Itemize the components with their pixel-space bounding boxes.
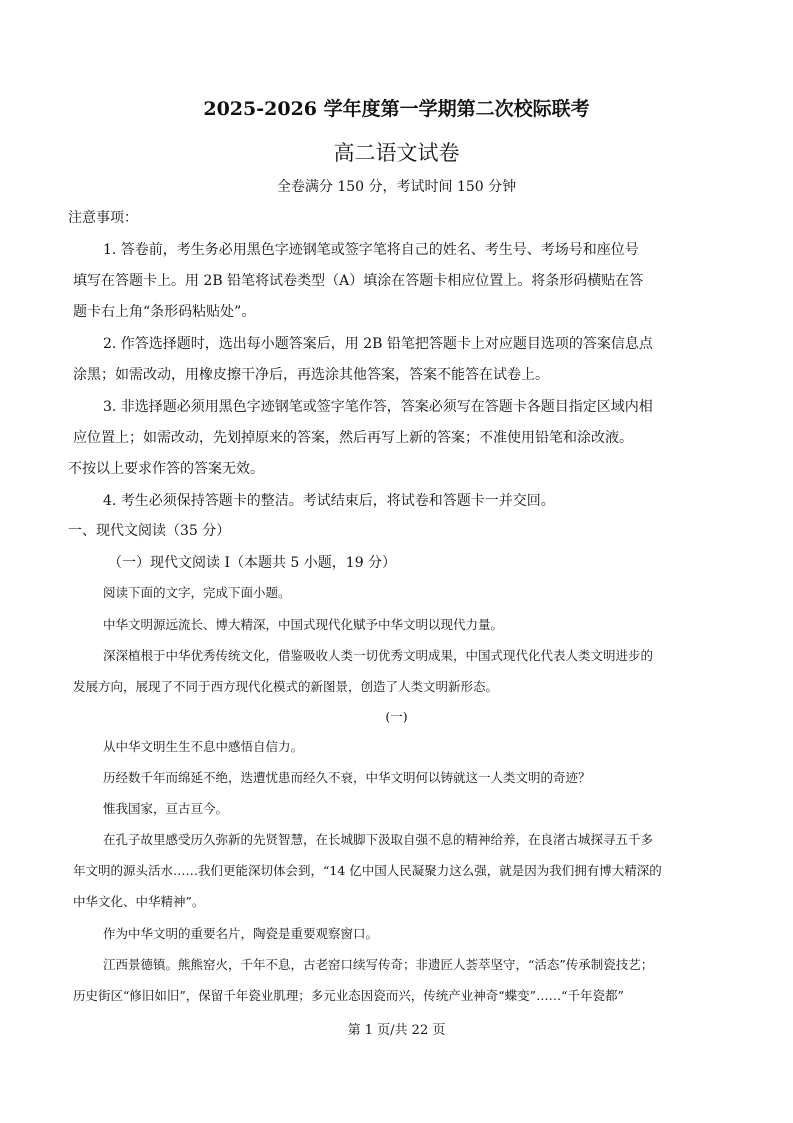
passage-line: 作为中华文明的重要名片，陶瓷是重要观察窗口。 xyxy=(103,926,379,941)
notice-line: 填写在答题卡上。用 2B 铅笔将试卷类型（A）填涂在答题卡相应位置上。将条形码横贴在答 xyxy=(73,273,644,289)
passage-line: 江西景德镇。熊熊窑火，千年不息，古老窑口续写传奇；非遗匠人荟萃坚守，“活态”传承制瓷技艺； xyxy=(103,957,654,972)
exam-title: 2025-2026 学年度第一学期第二次校际联考 xyxy=(203,98,590,120)
passage-line: 年文明的源头活水……我们更能深切体会到，“14 亿中国人民凝聚力这么强，就是因为我们拥有博大精深的 xyxy=(73,863,662,878)
notice-line: 涂黑；如需改动，用橡皮擦干净后，再选涂其他答案，答案不能答在试卷上。 xyxy=(73,367,549,383)
notice-heading: 注意事项： xyxy=(68,210,138,226)
passage-line: 历史街区“修旧如旧”，保留千年瓷业肌理；多元业态因瓷而兴，传统产业神奇“蝶变”……“千年瓷都” xyxy=(73,988,624,1003)
notice-line: 3. 非选择题必须用黑色字迹钢笔或签字笔作答，答案必须写在答题卡各题目指定区域内相 xyxy=(103,399,653,415)
passage-line: 历经数千年而绵延不绝，迭遭忧患而经久不衰，中华文明何以铸就这一人类文明的奇迹？ xyxy=(103,770,591,785)
passage-line: 在孔子故里感受历久弥新的先贤智慧，在长城脚下汲取自强不息的精神给养，在良渚古城探寻五千多 xyxy=(103,832,654,847)
passage-line: 深深植根于中华优秀传统文化，借鉴吸收人类一切优秀文明成果，中国式现代化代表人类文明进步的 xyxy=(103,648,654,663)
passage-line: 中华文化、中华精神”。 xyxy=(73,894,205,909)
notice-line: 不按以上要求作答的答案无效。 xyxy=(68,461,264,477)
passage-line: 发展方向，展现了不同于西方现代化模式的新图景，创造了人类文明新形态。 xyxy=(73,679,499,694)
notice-line: 1. 答卷前，考生务必用黑色字迹钢笔或签字笔将自己的姓名、考生号、考场号和座位号 xyxy=(103,242,639,258)
section-instruction: 阅读下面的文字，完成下面小题。 xyxy=(103,585,291,600)
notice-line: 应位置上；如需改动，先划掉原来的答案，然后再写上新的答案；不准使用铅笔和涂改液。 xyxy=(73,430,633,446)
notice-line: 2. 作答选择题时，选出每小题答案后，用 2B 铅笔把答题卡上对应题目选项的答案信息点 xyxy=(103,336,653,352)
passage-line: 惟我国家，亘古亘今。 xyxy=(103,801,229,816)
section-heading: 一、现代文阅读（35 分） xyxy=(68,523,231,539)
passage-line: 中华文明源远流长、博大精深，中国式现代化赋予中华文明以现代力量。 xyxy=(103,617,504,632)
page-number: 第 1 页/共 22 页 xyxy=(347,1023,446,1038)
passage-part-label: (一) xyxy=(385,709,408,724)
passage-line: 从中华文明生生不息中感悟自信力。 xyxy=(103,739,304,754)
exam-info: 全卷满分 150 分，考试时间 150 分钟 xyxy=(276,179,517,195)
section-subheading: （一）现代文阅读 I（本题共 5 小题，19 分） xyxy=(108,555,397,571)
subject-title: 高二语文试卷 xyxy=(333,141,460,165)
notice-line: 题卡右上角“条形码粘贴处”。 xyxy=(73,304,256,320)
notice-line: 4. 考生必须保持答题卡的整洁。考试结束后，将试卷和答题卡一并交回。 xyxy=(103,493,555,509)
